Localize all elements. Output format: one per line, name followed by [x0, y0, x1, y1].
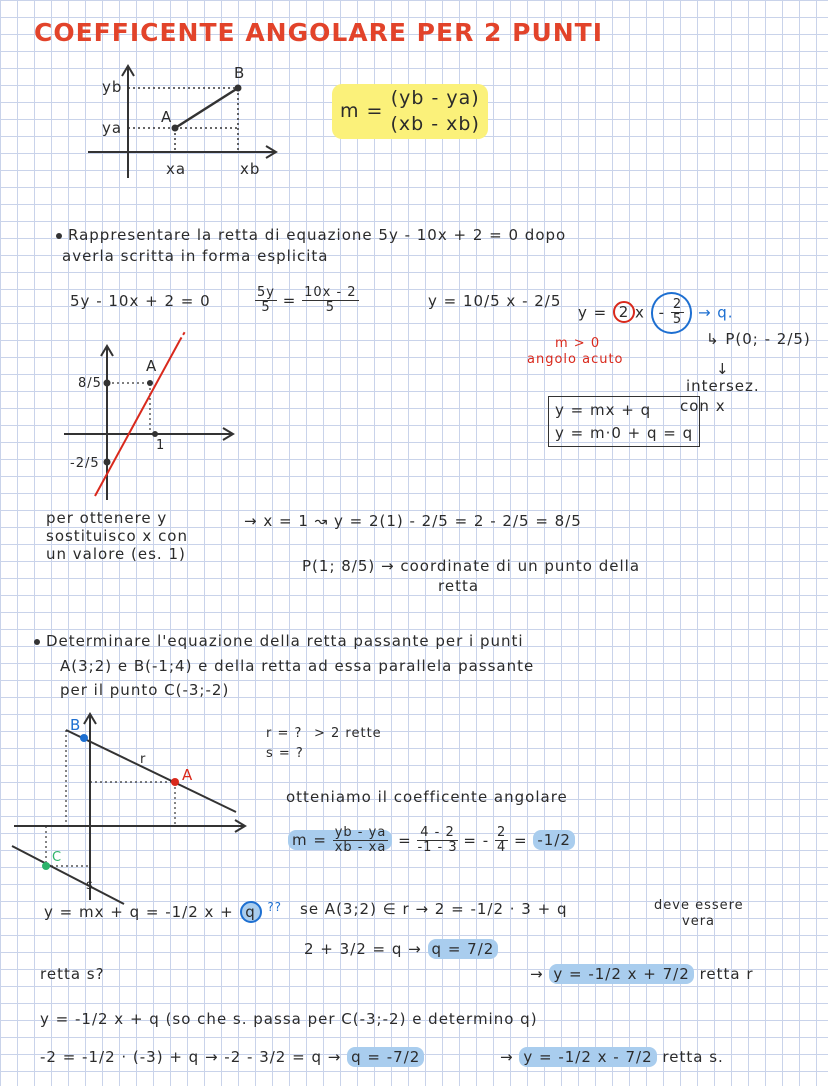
section1-line1: Rappresentare la retta di equazione 5y - 10x + 2 = 0 dopo [56, 226, 566, 244]
retta-s-question: retta s? [40, 965, 105, 983]
rq-1: r = ? [266, 726, 303, 741]
axis-label-minus-2-5: -2/5 [70, 456, 100, 471]
note-2: sostituisco x con [46, 527, 188, 545]
section1-line2: averla scritta in forma esplicita [62, 247, 329, 265]
deve-2: vera [682, 914, 716, 929]
point-b-label: B [70, 716, 82, 734]
m-circle: 2 [613, 301, 635, 323]
q-circle: - $\frac{2}{5}$ [651, 292, 692, 334]
ya-label: ya [102, 119, 123, 137]
solve-q-line: 2 + 3/2 = q → q = 7/2 [304, 940, 498, 958]
section2-line2: A(3;2) e B(-1;4) e della retta ad essa parallela passante [60, 657, 535, 675]
line-s-2: -2 = -1/2 · (-3) + q → -2 - 3/2 = q → q = -7/2 [40, 1048, 424, 1066]
step3: y = 10/5 x - 2/5 [428, 292, 562, 310]
formula-box: y = mx + q y = m·0 + q = q [548, 396, 700, 447]
line-r-label: r [140, 752, 147, 767]
yb-label: yb [102, 78, 123, 96]
rq-2: s = ? [266, 746, 304, 761]
note-3: un valore (es. 1) [46, 545, 186, 563]
deve-1: deve essere [654, 898, 744, 913]
intersez-1: intersez. [686, 377, 760, 395]
point-b-label: B [234, 64, 246, 82]
note-1: per ottenere y [46, 509, 168, 527]
calc-x1: → x = 1 ↝ y = 2(1) - 2/5 = 2 - 2/5 = 8/5 [244, 512, 582, 530]
m-note1: m > 0 [555, 336, 601, 351]
point-c-label: C [52, 850, 63, 865]
point-text: P(1; 8/5) → coordinate di un punto della [302, 557, 641, 575]
page-title: COEFFICENTE ANGOLARE PER 2 PUNTI [34, 18, 604, 47]
graph2-point-a-label: A [146, 357, 158, 375]
axis-label-1: 1 [156, 438, 166, 453]
result-r: → y = -1/2 x + 7/2 retta r [530, 965, 754, 983]
m-note2: angolo acuto [527, 352, 624, 367]
step1: 5y - 10x + 2 = 0 [70, 292, 211, 310]
p-arrow: ↓ [716, 360, 730, 378]
xb-label: xb [240, 160, 261, 178]
axis-label-8-5: 8/5 [78, 376, 102, 391]
slope-calc: m = $\frac{yb - ya}{xb - xa}$ = $\frac{4 - 2}{-1 - 3}$ = - $\frac{2}{4}$ = -1/2 [288, 826, 575, 856]
point-a-label: A [161, 108, 173, 126]
p-note: ↳ P(0; - 2/5) [706, 330, 811, 348]
line-s-1: y = -1/2 x + q (so che s. passa per C(-3;-2) e determino q) [40, 1010, 538, 1028]
q-circle: q [240, 901, 262, 923]
rq-note: > 2 rette [314, 726, 382, 741]
slope-formula: m = (yb - ya) (xb - xb) [332, 84, 488, 139]
xa-label: xa [166, 160, 187, 178]
section2-line1: Determinare l'equazione della retta passante per i punti [34, 632, 524, 650]
se-a-line: se A(3;2) ∈ r → 2 = -1/2 · 3 + q [300, 900, 568, 918]
point-text-2: retta [438, 577, 480, 595]
point-a-label: A [182, 766, 194, 784]
result-s: → y = -1/2 x - 7/2 retta s. [500, 1048, 724, 1066]
line-s-label: s [86, 878, 94, 893]
intersez-2: con x [680, 397, 726, 415]
otteniamo-text: otteniamo il coefficente angolare [286, 788, 568, 806]
eq-line: y = mx + q = -1/2 x + q ?? [44, 900, 283, 921]
step2: $\frac{5y}{5}$ = $\frac{10x - 2}{5}$ [257, 285, 357, 316]
section2-line3: per il punto C(-3;-2) [60, 681, 230, 699]
step4: y = 2 x - $\frac{2}{5}$ → q. [578, 292, 734, 334]
